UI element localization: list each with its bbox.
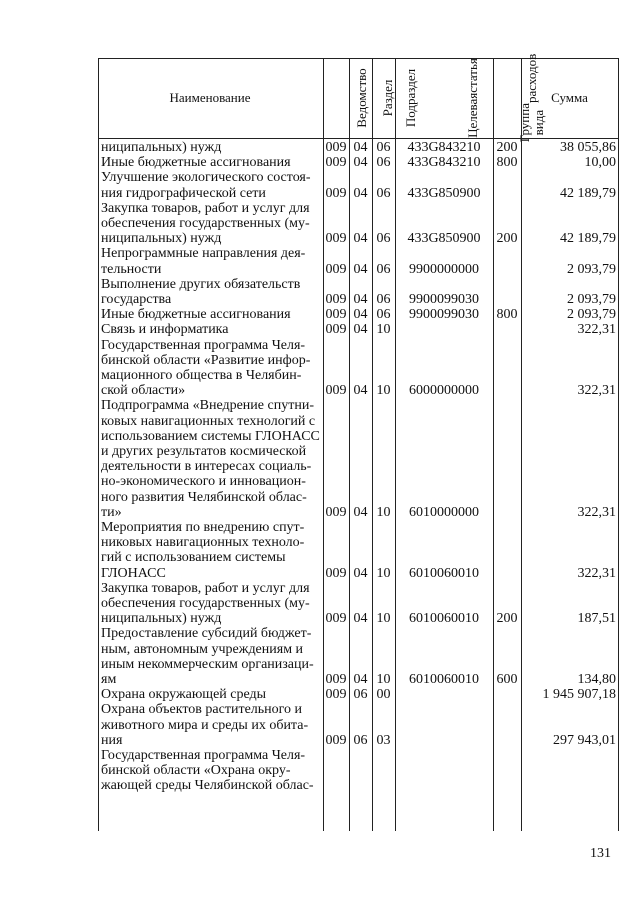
cell-cs: 433G843210 [407, 155, 481, 171]
cell-vr: 800 [496, 155, 518, 171]
row-name-line: Подпрограмма «Внедрение спутни- [101, 398, 314, 414]
cell-rz: 04 [353, 611, 368, 627]
cell-ved: 009 [325, 565, 347, 581]
page-number: 131 [590, 846, 611, 861]
table-row [99, 338, 618, 399]
row-name-line: ям [101, 672, 117, 687]
row-name-line: ниципальных) нужд [101, 231, 222, 247]
row-name-line: ковых навигационных технологий с [101, 413, 316, 429]
budget-table [98, 53, 619, 831]
row-name-line: Закупка товаров, работ и услуг для [101, 200, 310, 216]
cell-rz: 04 [353, 671, 368, 687]
row-name-line: ным, автономным учреждениям и [101, 641, 304, 657]
cell-pr: 10 [376, 383, 391, 399]
cell-rz: 04 [353, 322, 368, 338]
header-razdel: Раздел [380, 79, 395, 117]
cell-cs: 433G843210 [407, 139, 481, 155]
table-row [99, 520, 618, 581]
row-name-line: деятельности в интересах социаль- [101, 459, 312, 475]
cell-sum: 322,31 [577, 565, 616, 581]
cell-sum: 134,80 [577, 671, 616, 687]
cell-pr: 06 [376, 261, 391, 277]
cell-sum: 1 945 907,18 [542, 687, 616, 703]
header-ved: Ведомство [354, 68, 369, 128]
row-name [101, 581, 321, 627]
cell-rz: 04 [353, 231, 368, 247]
row-name-line: Выполнение других обязательств [101, 276, 301, 292]
row-name-line: Иные бюджетные ассигнования [101, 155, 291, 171]
row-name [101, 277, 321, 307]
row-name-line: Предоставление субсидий бюджет- [101, 626, 312, 642]
cell-rz: 06 [353, 687, 368, 703]
row-name-line: Непрограммные направления дея- [101, 246, 306, 262]
cell-sum: 187,51 [577, 611, 616, 627]
row-name [101, 140, 321, 155]
cell-rz: 06 [353, 732, 368, 748]
row-name-line: иным некоммерческим организаци- [101, 656, 314, 672]
row-name-line: ской области» [101, 383, 186, 399]
row-name [101, 748, 321, 794]
row-name-line: Охрана объектов растительного и [101, 702, 303, 718]
cell-pr: 06 [376, 231, 391, 247]
row-name-line: Закупка товаров, работ и услуг для [101, 580, 310, 596]
cell-sum: 322,31 [577, 504, 616, 520]
row-name-line: государства [101, 292, 172, 307]
cell-cs: 6000000000 [409, 383, 479, 399]
cell-pr: 06 [376, 185, 391, 201]
cell-sum: 322,31 [577, 322, 616, 338]
cell-pr: 00 [376, 687, 391, 703]
cell-rz: 04 [353, 504, 368, 520]
cell-ved: 009 [325, 671, 347, 687]
cell-pr: 10 [376, 671, 391, 687]
cell-vr: 600 [496, 671, 518, 687]
cell-pr: 03 [376, 732, 391, 748]
cell-ved: 009 [325, 261, 347, 277]
row-name-line: Государственная программа Челя- [101, 337, 306, 353]
row-name [101, 246, 321, 276]
cell-sum: 2 093,79 [567, 261, 616, 277]
row-name [101, 307, 321, 322]
table-row [99, 626, 618, 687]
cell-ved: 009 [325, 291, 347, 307]
row-name [101, 520, 321, 581]
row-name-line: Иные бюджетные ассигнования [101, 307, 291, 323]
cell-ved: 009 [325, 732, 347, 748]
table-row [99, 702, 618, 748]
cell-vr: 200 [496, 231, 518, 247]
cell-rz: 04 [353, 383, 368, 399]
cell-rz: 04 [353, 185, 368, 201]
cell-cs: 9900099030 [409, 291, 479, 307]
table-row [99, 140, 618, 155]
table-row [99, 748, 618, 794]
cell-ved: 009 [325, 185, 347, 201]
cell-cs: 6010000000 [409, 504, 479, 520]
cell-rz: 04 [353, 139, 368, 155]
row-name-line: тельности [101, 261, 162, 277]
row-name-line: Мероприятия по внедрению спут- [101, 520, 305, 535]
row-name-line: ГЛОНАСС [101, 565, 166, 581]
row-name-line: гий с использованием системы [101, 550, 286, 566]
cell-sum: 42 189,79 [560, 185, 616, 201]
table-row [99, 155, 618, 170]
cell-cs: 433G850900 [407, 185, 481, 201]
table-row [99, 246, 618, 276]
row-name-line: использованием системы ГЛОНАСС [101, 428, 320, 444]
row-name [101, 626, 321, 687]
row-name-line: ти» [101, 504, 122, 520]
table-row [99, 170, 618, 200]
table-row [99, 277, 618, 307]
cell-cs: 6010060010 [409, 611, 479, 627]
header-target-line1: Целевая [465, 92, 480, 138]
cell-rz: 04 [353, 291, 368, 307]
row-name-line: бинской области «Развитие инфор- [101, 352, 311, 368]
cell-vr: 200 [496, 139, 518, 155]
cell-cs: 9900099030 [409, 307, 479, 323]
table-row [99, 307, 618, 322]
cell-sum: 38 055,86 [560, 139, 616, 155]
header-target-line2: статья [465, 58, 480, 93]
row-name-line: обеспечения государственных (му- [101, 596, 310, 611]
cell-cs: 433G850900 [407, 231, 481, 247]
row-name-line: ния гидрографической сети [101, 185, 266, 201]
cell-cs: 9900000000 [409, 261, 479, 277]
cell-rz: 04 [353, 565, 368, 581]
cell-ved: 009 [325, 383, 347, 399]
cell-rz: 04 [353, 155, 368, 171]
row-name-line: Государственная программа Челя- [101, 748, 306, 763]
header-group-line1: Группа вида [517, 103, 546, 143]
cell-vr: 800 [496, 307, 518, 323]
row-name-line: Связь и информатика [101, 322, 229, 338]
row-name-line: но-экономического и инновацион- [101, 474, 306, 490]
cell-sum: 2 093,79 [567, 307, 616, 323]
cell-sum: 322,31 [577, 383, 616, 399]
cell-ved: 009 [325, 611, 347, 627]
row-name [101, 338, 321, 399]
cell-cs: 6010060010 [409, 565, 479, 581]
cell-sum: 297 943,01 [553, 732, 616, 748]
table-row [99, 687, 618, 702]
row-name-line: животного мира и среды их обита- [101, 717, 309, 733]
row-name-line: ниципальных) нужд [101, 611, 222, 627]
row-name-line: мационного общества в Челябин- [101, 368, 302, 383]
row-name [101, 398, 321, 520]
row-name [101, 170, 321, 200]
cell-ved: 009 [325, 687, 347, 703]
row-name-line: Улучшение экологического состоя- [101, 170, 311, 186]
header-sum: Сумма [551, 90, 588, 105]
row-name [101, 687, 321, 702]
cell-ved: 009 [325, 231, 347, 247]
header-divider [99, 138, 618, 139]
row-name-line: ния [101, 732, 123, 748]
row-name-line: Охрана окружающей среды [101, 687, 267, 703]
row-name-line: бинской области «Охрана окру- [101, 763, 291, 779]
row-name-line: ного развития Челябинской облас- [101, 489, 307, 505]
cell-ved: 009 [325, 504, 347, 520]
cell-cs: 6010060010 [409, 671, 479, 687]
cell-ved: 009 [325, 322, 347, 338]
row-name [101, 155, 321, 170]
row-name [101, 322, 321, 337]
row-name-line: жающей среды Челябинской облас- [101, 778, 314, 794]
row-name-line: ниципальных) нужд [101, 140, 222, 155]
cell-pr: 06 [376, 307, 391, 323]
cell-pr: 06 [376, 291, 391, 307]
cell-sum: 10,00 [584, 155, 616, 171]
cell-sum: 2 093,79 [567, 291, 616, 307]
row-name-line: обеспечения государственных (му- [101, 216, 310, 231]
row-name [101, 201, 321, 247]
table-row [99, 201, 618, 247]
cell-rz: 04 [353, 307, 368, 323]
row-name [101, 702, 321, 748]
cell-ved: 009 [325, 139, 347, 155]
cell-pr: 06 [376, 139, 391, 155]
row-name-line: и других результатов космической [101, 444, 307, 459]
cell-pr: 10 [376, 504, 391, 520]
table-row [99, 581, 618, 627]
cell-ved: 009 [325, 307, 347, 323]
cell-rz: 04 [353, 261, 368, 277]
cell-sum: 42 189,79 [560, 231, 616, 247]
cell-pr: 06 [376, 155, 391, 171]
row-name-line: никовых навигационных техноло- [101, 535, 305, 551]
cell-pr: 10 [376, 611, 391, 627]
cell-vr: 200 [496, 611, 518, 627]
header-name: Наименование [169, 90, 251, 105]
header-group-line2: расходов [524, 53, 539, 104]
cell-ved: 009 [325, 155, 347, 171]
cell-pr: 10 [376, 322, 391, 338]
table-row [99, 322, 618, 337]
cell-pr: 10 [376, 565, 391, 581]
table-row [99, 398, 618, 520]
header-podrazdel: Подраздел [403, 68, 418, 128]
